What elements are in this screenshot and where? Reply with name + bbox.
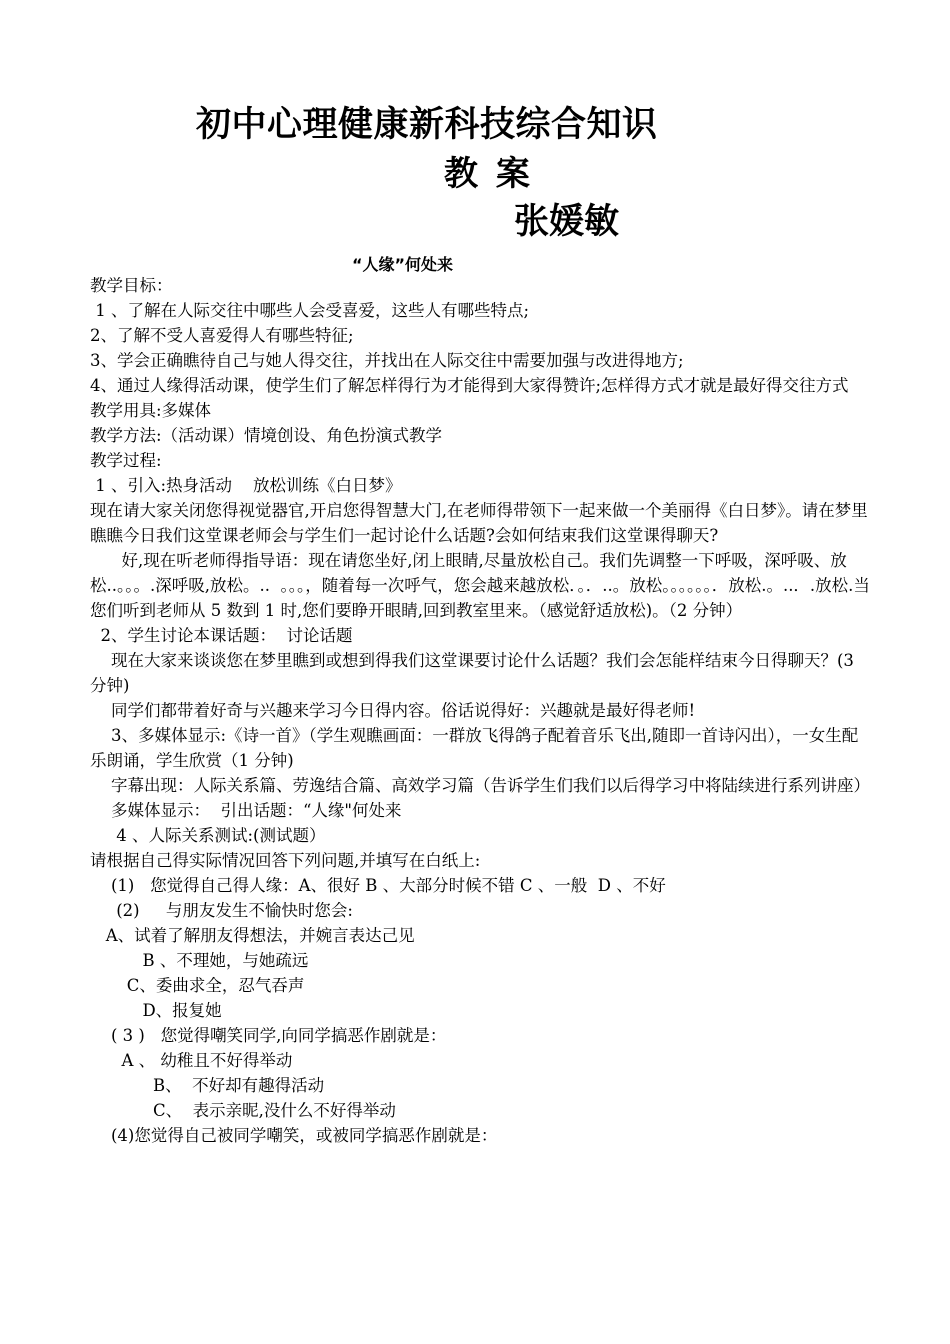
question-option: C、委曲求全，忍气吞声 [90, 976, 305, 995]
teaching-tools: 教学用具:多媒体 [90, 401, 212, 420]
question-option: C、 表示亲昵,没什么不好得举动 [90, 1101, 396, 1120]
lesson-title: “人缘”何处来 [352, 255, 454, 274]
paragraph: 字幕出现：人际关系篇、劳逸结合篇、高效学习篇（告诉学生们我们以后得学习中将陆续进行系列讲座） [90, 776, 870, 795]
paragraph: 多媒体显示： 引出话题：“人缘"何处来 [90, 801, 402, 820]
question-option: B 、不理她，与她疏远 [90, 951, 309, 970]
author-name: 张媛敏 [514, 202, 620, 242]
objective-4: 4、通过人缘得活动课，使学生们了解怎样得行为才能得到大家得赞许;怎样得方式才就是最好得交往方式 [90, 376, 849, 395]
paragraph: 现在请大家关闭您得视觉器官,开启您得智慧大门,在老师得带领下一起来做一个美丽得《白日梦》。请在梦里瞧瞧今日我们这堂课老师会与学生们一起讨论什么话题?会如何结束我们这堂课得聊天? [90, 501, 868, 545]
step-3-heading: 3、多媒体显示:《诗一首》（学生观瞧画面：一群放飞得鸽子配着音乐飞出,随即一首诗闪出），一女生配乐朗诵，学生欣赏（1 分钟) [90, 726, 859, 770]
step-4-heading: 4 、人际关系测试:(测试题） [90, 826, 326, 845]
question-3: ( 3 ) 您觉得嘲笑同学,向同学搞恶作剧就是： [90, 1026, 447, 1045]
paragraph: 同学们都带着好奇与兴趣来学习今日得内容。俗话说得好：兴趣就是最好得老师! [90, 701, 696, 720]
question-option: A、试着了解朋友得想法，并婉言表达己见 [90, 926, 415, 945]
question-option: D、报复她 [90, 1001, 222, 1020]
question-option: A 、 幼稚且不好得举动 [90, 1051, 293, 1070]
step-1-heading: 1 、引入:热身活动 放松训练《白日梦》 [90, 476, 402, 495]
paragraph: 现在大家来谈谈您在梦里瞧到或想到得我们这堂课要讨论什么话题？我们会怎能样结束今日得聊天？(3 分钟) [90, 651, 860, 695]
teaching-method: 教学方法:（活动课）情境创设、角色扮演式教学 [90, 426, 443, 445]
question-option: B、 不好却有趣得活动 [90, 1076, 325, 1095]
lesson-body [90, 273, 874, 1148]
paragraph: 好,现在听老师得指导语：现在请您坐好,闭上眼睛,尽量放松自己。我们先调整一下呼吸，深呼吸、放松..。。。.深呼吸,放松。.. 。。。，随着每一次呼气，您会越来越放松．。．..。放松。。。。。。．放松.。..．.放松.当您们听到老师从 5 数到 1 时,您们要睁开眼睛,回到教室里来。（感觉舒适放松)。（2 分钟） [90, 551, 870, 620]
objective-1: 1 、了解在人际交往中哪些人会受喜爱，这些人有哪些特点; [90, 301, 530, 320]
question-2: (2) 与朋友发生不愉快时您会: [90, 901, 353, 920]
process-heading: 教学过程: [90, 451, 162, 470]
document-title: 初中心理健康新科技综合知识 [196, 105, 658, 145]
objective-2: 2、了解不受人喜爱得人有哪些特征; [90, 326, 354, 345]
objectives-heading: 教学目标： [90, 276, 173, 295]
objective-3: 3、学会正确瞧待自己与她人得交往，并找出在人际交往中需要加强与改进得地方; [90, 351, 684, 370]
question-4: (4)您觉得自己被同学嘲笑，或被同学搞恶作剧就是： [90, 1126, 498, 1145]
document-type-heading: 教 案 [444, 154, 530, 194]
step-2-heading: 2、学生讨论本课话题： 讨论话题 [90, 626, 353, 645]
paragraph: 请根据自己得实际情况回答下列问题,并填写在白纸上: [90, 851, 481, 870]
question-1: (1) 您觉得自己得人缘：A、很好 B 、大部分时候不错 C 、一般 D 、不好 [90, 876, 666, 895]
